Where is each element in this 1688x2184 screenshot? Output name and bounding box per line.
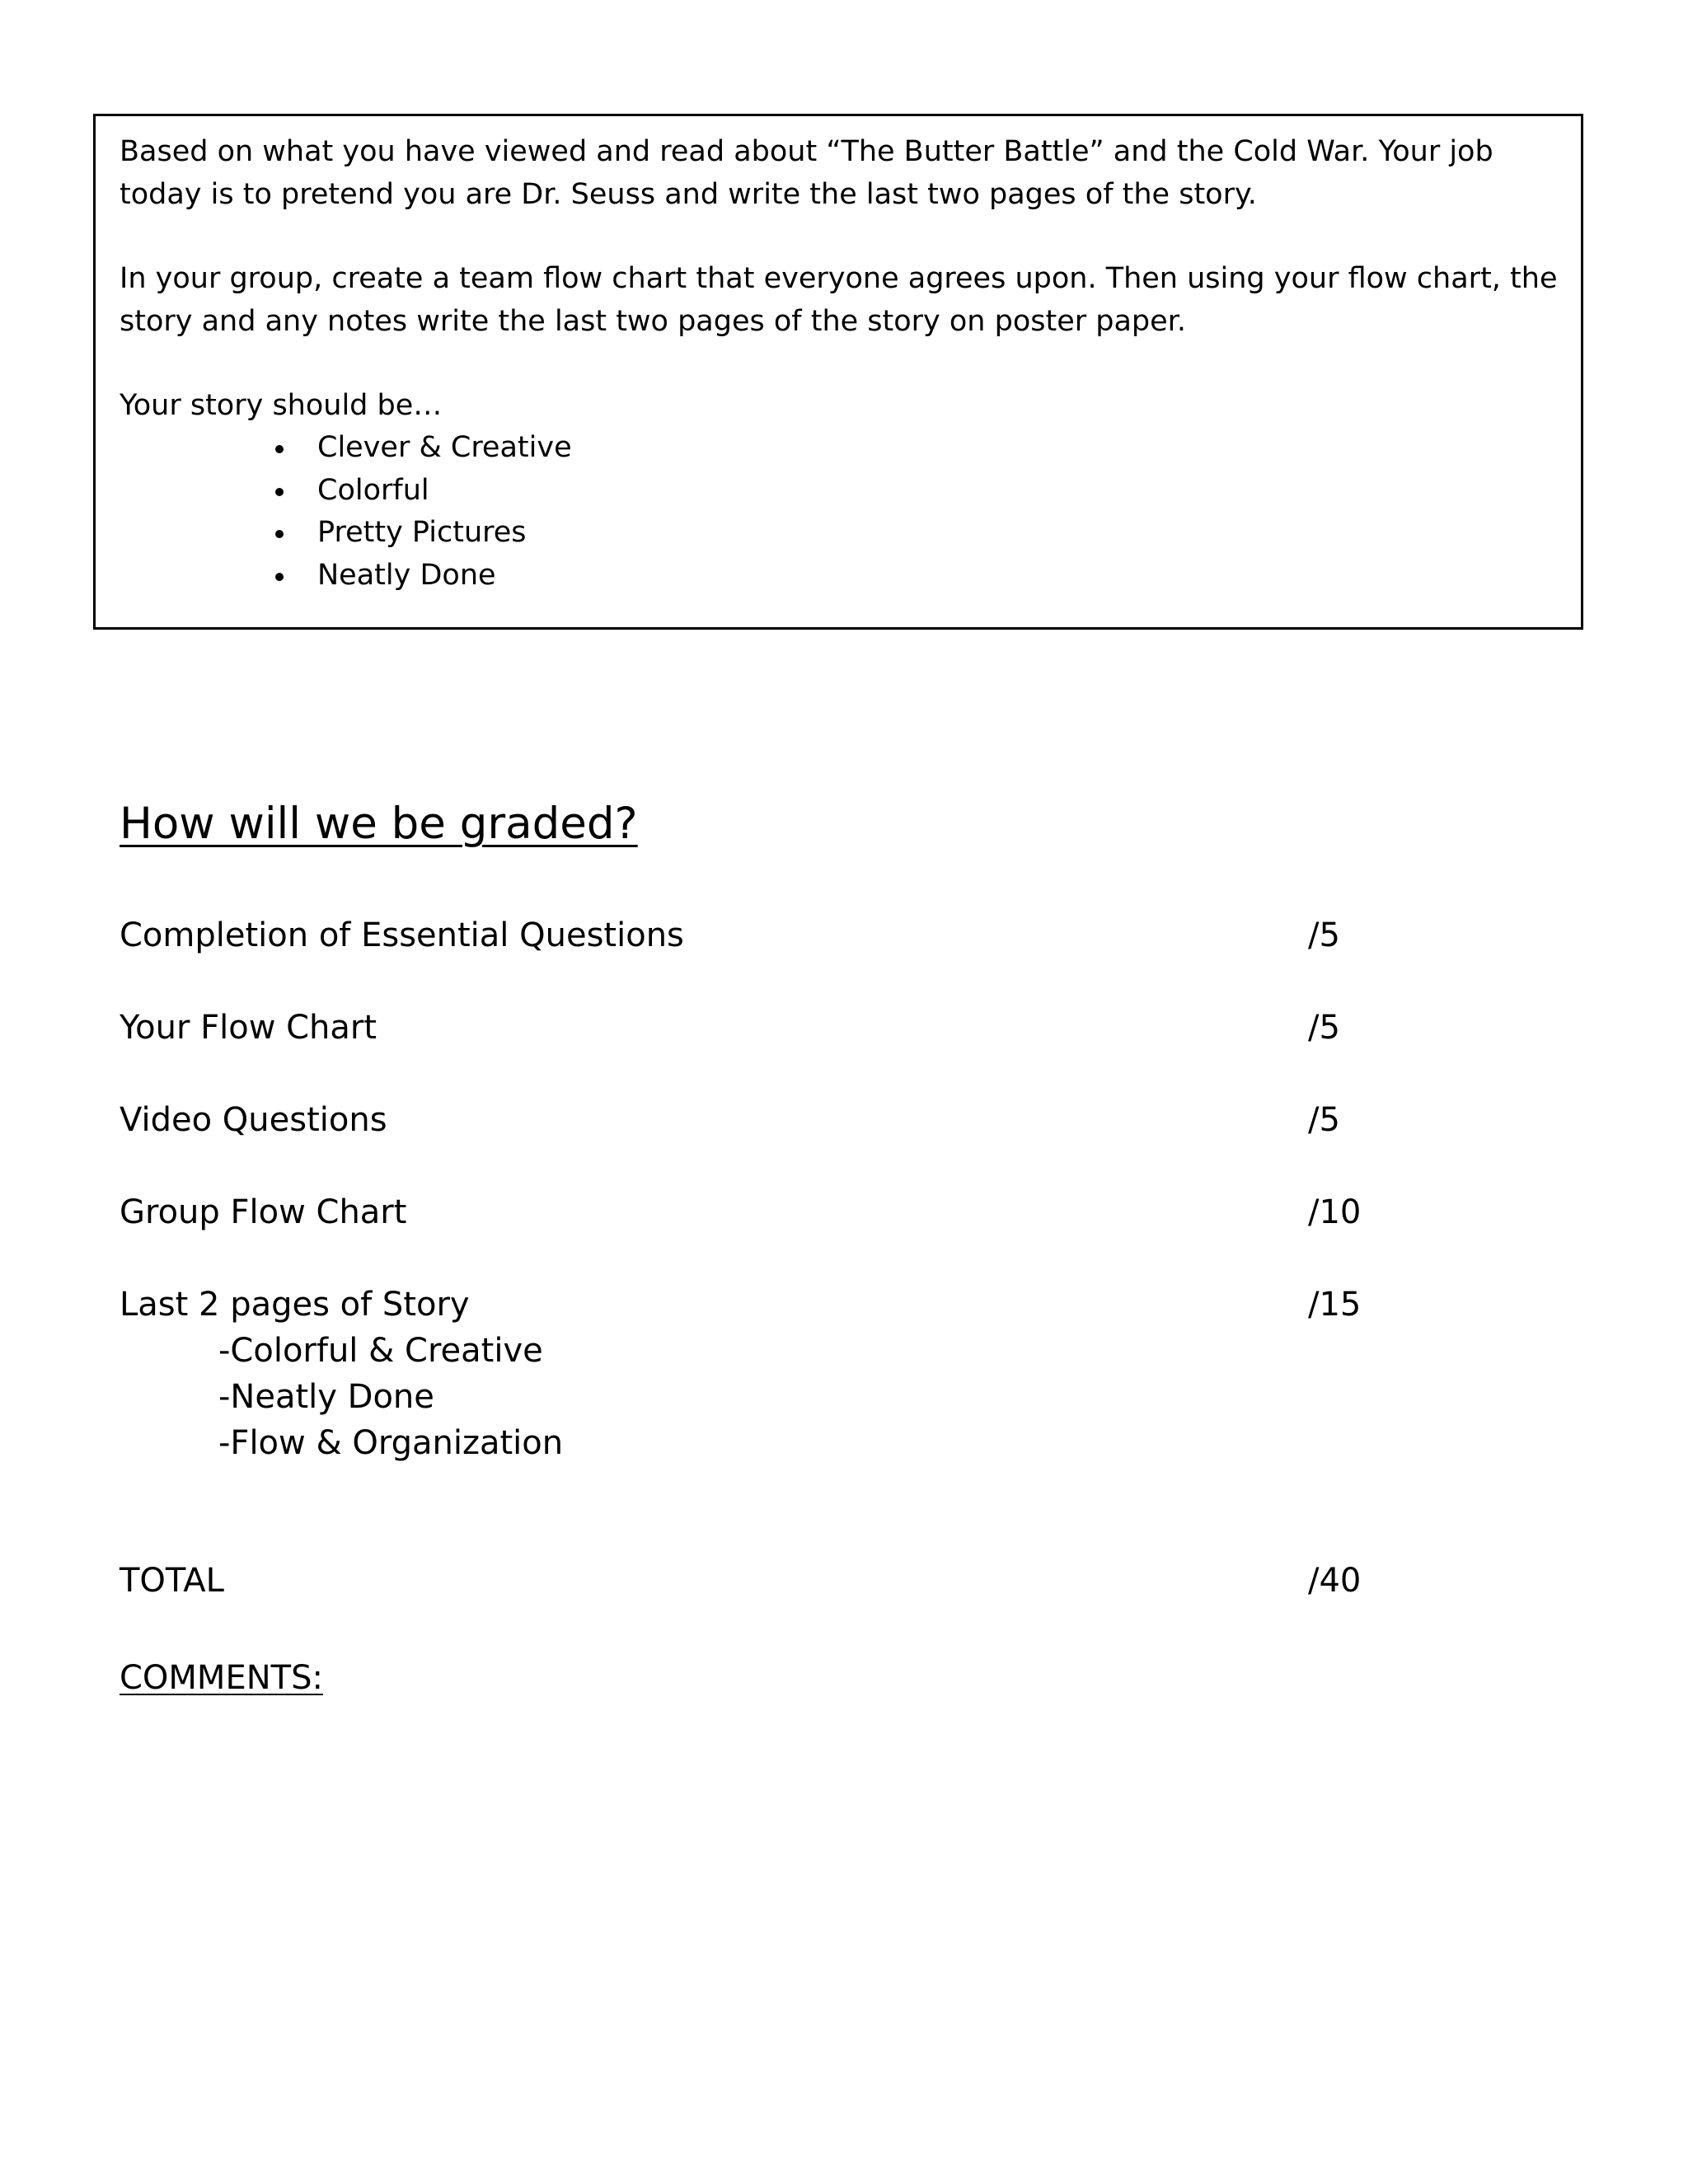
grade-score: /5 [1308, 916, 1340, 954]
grading-heading: How will we be graded? [120, 799, 638, 849]
criteria-label: Pretty Pictures [317, 516, 527, 549]
total-label: TOTAL [120, 1562, 224, 1600]
instruction-paragraph-2: In your group, create a team flow chart that everyone agrees upon. Then using your flow chart, the story and any notes write the last two pages of the story on poster paper. [120, 262, 1558, 338]
criteria-label: Clever & Creative [317, 431, 572, 464]
total-score: /40 [1308, 1562, 1362, 1600]
list-item [272, 512, 572, 555]
list-item [272, 470, 572, 513]
grade-label: Last 2 pages of Story [120, 1286, 470, 1324]
grade-score: /10 [1308, 1193, 1362, 1231]
grade-score: /15 [1308, 1286, 1362, 1324]
bullet-icon [275, 573, 284, 581]
bullet-icon [275, 445, 284, 453]
grade-label: Group Flow Chart [120, 1193, 407, 1231]
grade-row [120, 1282, 1438, 1328]
grade-label: Your Flow Chart [120, 1009, 377, 1047]
criteria-label: Neatly Done [317, 558, 496, 592]
grade-row [120, 912, 1438, 958]
total-row [120, 1558, 1438, 1604]
story-criteria-list [272, 427, 572, 597]
bullet-icon [275, 488, 284, 496]
grade-score: /5 [1308, 1009, 1340, 1047]
grade-row [120, 1005, 1438, 1051]
story-subitem: -Flow & Organization [218, 1424, 564, 1462]
instruction-paragraph-1: Based on what you have viewed and read about “The Butter Battle” and the Cold War. Your job today is to pretend you are Dr. Seuss and write the last two pages of the story. [120, 135, 1493, 211]
story-criteria-intro: Your story should be… [120, 389, 443, 422]
bullet-icon [275, 530, 284, 538]
grade-row [120, 1097, 1438, 1143]
grade-label: Completion of Essential Questions [120, 916, 684, 954]
story-subitem: -Neatly Done [218, 1378, 434, 1416]
grade-score: /5 [1308, 1101, 1340, 1139]
list-item [272, 555, 572, 598]
story-subitem: -Colorful & Creative [218, 1332, 543, 1370]
criteria-label: Colorful [317, 473, 429, 507]
grade-label: Video Questions [120, 1101, 387, 1139]
list-item [272, 427, 572, 470]
grade-row [120, 1189, 1438, 1235]
comments-label: COMMENTS: [120, 1659, 323, 1697]
